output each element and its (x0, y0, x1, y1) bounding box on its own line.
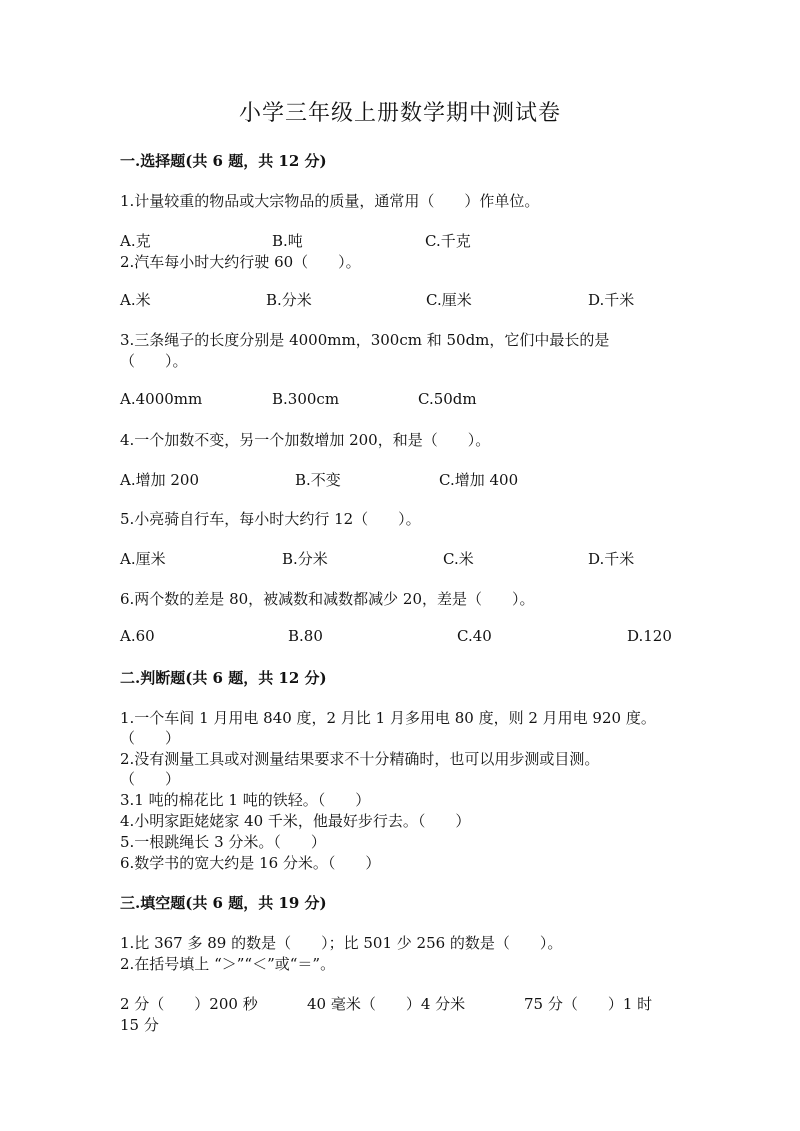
judge-question-4: 4.小明家距姥姥家 40 千米，他最好步行去。（ ） (120, 812, 471, 830)
section-heading-choice: 一.选择题(共 6 题，共 12 分) (120, 152, 327, 170)
fill-question-1: 1.比 367 多 89 的数是（ ）；比 501 少 256 的数是（ ）。 (120, 934, 563, 952)
judge-question-1: 1.一个车间 1 月用电 840 度，2 月比 1 月多用电 80 度，则 2 月用电 920 度。 (120, 709, 656, 727)
choice-q2-option-c: C.厘米 (426, 291, 472, 309)
judge-question-1-bracket: （ ） (120, 729, 181, 747)
choice-q5-option-b: B.分米 (282, 550, 328, 568)
judge-question-2: 2.没有测量工具或对测量结果要求不十分精确时，也可以用步测或目测。 (120, 750, 600, 768)
choice-question-1: 1.计量较重的物品或大宗物品的质量，通常用（ ）作单位。 (120, 192, 540, 210)
judge-question-2-bracket: （ ） (120, 770, 181, 788)
choice-q2-option-b: B.分米 (266, 291, 312, 309)
section-heading-fill: 三.填空题(共 6 题，共 19 分) (120, 894, 327, 912)
choice-q6-option-c: C.40 (457, 627, 492, 645)
choice-q3-option-c: C.50dm (418, 390, 477, 408)
choice-question-3-cont: （ ）。 (120, 352, 188, 370)
choice-q6-option-b: B.80 (288, 627, 323, 645)
page-title: 小学三年级上册数学期中测试卷 (238, 101, 561, 126)
choice-question-3: 3.三条绳子的长度分别是 4000mm，300cm 和 50dm，它们中最长的是 (120, 331, 610, 349)
choice-question-4: 4.一个加数不变，另一个加数增加 200，和是（ ）。 (120, 431, 491, 449)
choice-question-5: 5.小亮骑自行车，每小时大约行 12（ ）。 (120, 510, 421, 528)
fill-compare-item-3-cont: 15 分 (120, 1016, 159, 1034)
fill-question-2: 2.在括号填上 “＞”“＜”或“＝”。 (120, 955, 336, 973)
choice-q3-option-a: A.4000mm (120, 390, 203, 408)
choice-q5-option-c: C.米 (443, 550, 474, 568)
fill-compare-item-1: 2 分（ ）200 秒 (120, 995, 258, 1013)
section-heading-judge: 二.判断题(共 6 题，共 12 分) (120, 669, 327, 687)
fill-compare-item-3: 75 分（ ）1 时 (524, 995, 653, 1013)
judge-question-6: 6.数学书的宽大约是 16 分米。（ ） (120, 854, 381, 872)
choice-q4-option-b: B.不变 (295, 471, 341, 489)
choice-q4-option-a: A.增加 200 (120, 471, 199, 489)
choice-q5-option-a: A.厘米 (120, 550, 166, 568)
choice-q5-option-d: D.千米 (588, 550, 635, 568)
choice-q3-option-b: B.300cm (272, 390, 340, 408)
judge-question-3: 3.1 吨的棉花比 1 吨的铁轻。（ ） (120, 791, 371, 809)
choice-q2-option-a: A.米 (120, 291, 151, 309)
choice-q2-option-d: D.千米 (588, 291, 635, 309)
choice-q6-option-a: A.60 (120, 627, 155, 645)
fill-compare-item-2: 40 毫米（ ）4 分米 (307, 995, 466, 1013)
choice-question-2: 2.汽车每小时大约行驶 60（ ）。 (120, 253, 361, 271)
choice-q1-option-c: C.千克 (425, 232, 471, 250)
choice-q1-option-b: B.吨 (272, 232, 303, 250)
choice-q4-option-c: C.增加 400 (439, 471, 519, 489)
choice-q1-option-a: A.克 (120, 232, 151, 250)
choice-question-6: 6.两个数的差是 80，被减数和减数都减少 20，差是（ ）。 (120, 590, 535, 608)
choice-q6-option-d: D.120 (627, 627, 672, 645)
judge-question-5: 5.一根跳绳长 3 分米。（ ） (120, 833, 326, 851)
